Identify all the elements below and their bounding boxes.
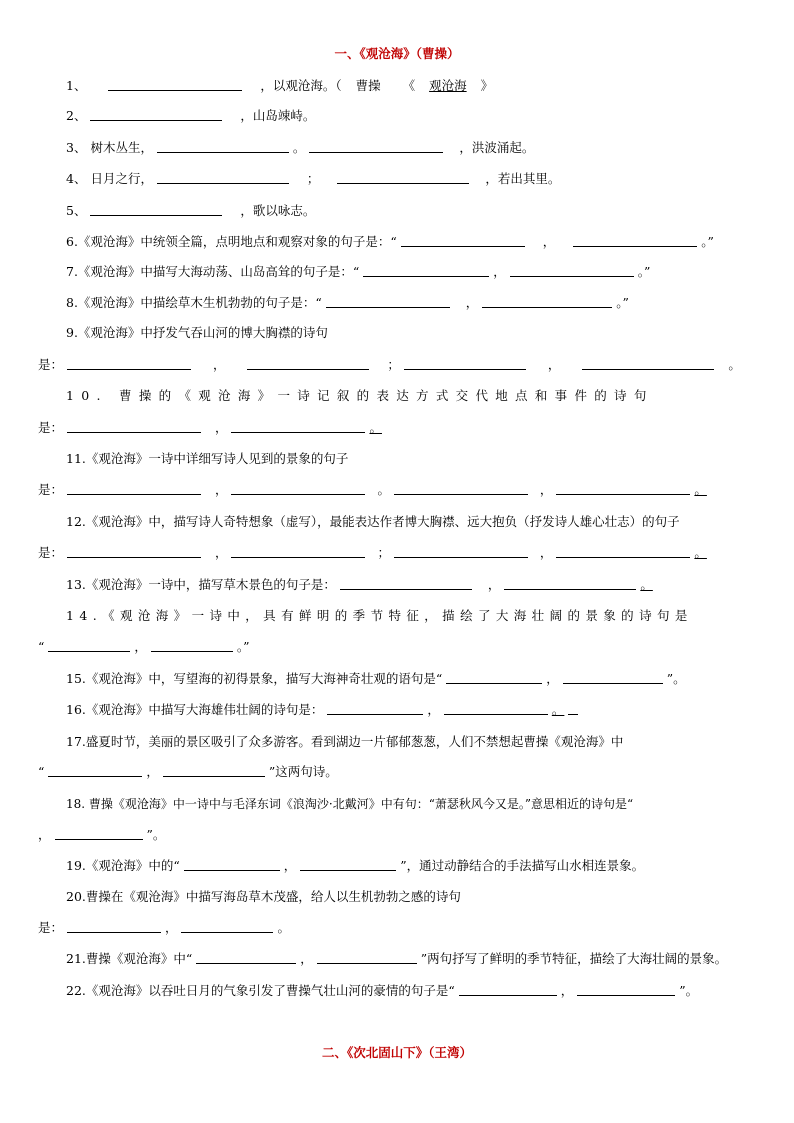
- question-16: 16.《观沧海》中描写大海雄伟壮阔的诗句是： ， 。: [38, 700, 788, 720]
- answer-blank[interactable]: [556, 481, 690, 495]
- question-14: 14.《观沧海》一诗中，具有鲜明的季节特征，描绘了大海壮阔的景象的诗句是: [66, 608, 693, 623]
- answer-blank[interactable]: [48, 638, 130, 652]
- answer-blank[interactable]: [326, 294, 450, 308]
- answer-blank[interactable]: [363, 263, 489, 277]
- question-13: 13.《观沧海》一诗中，描写草木景色的句子是： ， 。: [66, 577, 653, 592]
- question-21: 21.曹操《观沧海》中“ ， ”两句抒写了鲜明的季节特征，描绘了大海壮阔的景象。: [66, 951, 728, 966]
- answer-blank[interactable]: [317, 950, 417, 964]
- question-22: 22.《观沧海》以吞吐日月的气象引发了曹操气壮山河的豪情的句子是“ ， ”。: [66, 983, 699, 998]
- answer-blank[interactable]: [327, 701, 423, 715]
- answer-blank[interactable]: [444, 701, 548, 715]
- question-9-answer-line: 是： ， ； ， 。: [38, 357, 741, 372]
- question-4: 4、 日月之行， ； ，若出其里。: [66, 171, 561, 186]
- question-17-answer-line: “ ， ”这两句诗。: [38, 764, 338, 779]
- answer-blank[interactable]: [151, 638, 233, 652]
- answer-blank[interactable]: [231, 481, 365, 495]
- question-5: 5、 ，歌以咏志。: [66, 203, 316, 218]
- question-1: 1、 ，以观沧海。（ 曹操 《 观沧海 》: [66, 78, 494, 93]
- answer-blank[interactable]: [404, 356, 526, 370]
- answer-blank[interactable]: [446, 670, 542, 684]
- question-3: 3、 树木丛生， 。 ，洪波涌起。: [66, 140, 535, 155]
- section-2-title: 二、《次北固山下》（王湾）: [321, 1045, 472, 1060]
- question-12: 12.《观沧海》中，描写诗人奇特想象（虚写），最能表达作者博大胸襟、远大抱负（抒发诗人雄心壮志）的句子: [66, 514, 680, 529]
- question-10: 10. 曹操的《观沧海》一诗记叙的表达方式交代地点和事件的诗句: [66, 388, 654, 403]
- answer-blank[interactable]: [300, 857, 396, 871]
- answer-blank[interactable]: [309, 139, 443, 153]
- answer-blank[interactable]: [108, 77, 242, 91]
- answer-blank[interactable]: [90, 107, 222, 121]
- question-11-answer-line: 是： ， 。 ， 。: [38, 482, 707, 497]
- answer-blank[interactable]: [482, 294, 612, 308]
- answer-blank[interactable]: [196, 950, 296, 964]
- answer-blank[interactable]: [337, 170, 469, 184]
- answer-blank[interactable]: [582, 356, 714, 370]
- question-20: 20.曹操在《观沧海》中描写海岛草木茂盛，给人以生机勃勃之感的诗句: [66, 889, 461, 904]
- question-17: 17.盛夏时节，美丽的景区吸引了众多游客。看到湖边一片郁郁葱葱，人们不禁想起曹操《观沧海》中: [66, 734, 624, 749]
- question-8: 8.《观沧海》中描绘草木生机勃勃的句子是：“ ， 。”: [66, 295, 629, 310]
- question-19: 19.《观沧海》中的“ ， ”，通过动静结合的手法描写山水相连景象。: [66, 858, 645, 873]
- question-9: 9.《观沧海》中抒发气吞山河的博大胸襟的诗句: [66, 325, 328, 340]
- answer-blank[interactable]: [157, 139, 289, 153]
- question-7: 7.《观沧海》中描写大海动荡、山岛高耸的句子是：“ ， 。”: [66, 264, 651, 279]
- question-2: 2、 ，山岛竦峙。: [66, 108, 316, 123]
- answer-blank[interactable]: [48, 763, 142, 777]
- question-18: 18. 曹操《观沧海》中一诗中与毛泽东词《浪淘沙·北戴河》中有句：“萧瑟秋风今又是。”意思相近的诗句是“: [66, 797, 634, 811]
- question-20-answer-line: 是： ， 。: [38, 920, 290, 935]
- answer-blank[interactable]: [510, 263, 634, 277]
- answer-blank[interactable]: [394, 481, 528, 495]
- answer-blank[interactable]: [55, 826, 143, 840]
- answer-blank[interactable]: [573, 233, 697, 247]
- question-18-answer-line: ， ”。: [38, 827, 166, 842]
- answer-blank[interactable]: [157, 170, 289, 184]
- question-12-answer-line: 是： ， ； ， 。: [38, 545, 707, 560]
- answer-blank[interactable]: [231, 419, 365, 433]
- answer-blank[interactable]: [67, 356, 191, 370]
- answer-blank[interactable]: [340, 576, 472, 590]
- answer-blank[interactable]: [577, 982, 675, 996]
- answer-blank[interactable]: [67, 419, 201, 433]
- answer-blank[interactable]: [184, 857, 280, 871]
- answer-blank[interactable]: [504, 576, 636, 590]
- answer-blank[interactable]: [67, 544, 201, 558]
- answer-blank[interactable]: [563, 670, 663, 684]
- answer-blank[interactable]: [394, 544, 528, 558]
- question-6: 6.《观沧海》中统领全篇，点明地点和观察对象的句子是：“ ， 。”: [66, 234, 714, 249]
- section-1-title: 一、《观沧海》（曹操）: [334, 46, 460, 61]
- answer-blank[interactable]: [67, 919, 161, 933]
- answer-blank[interactable]: [556, 544, 690, 558]
- answer-blank[interactable]: [231, 544, 365, 558]
- question-14-answer-line: “ ， 。”: [38, 639, 250, 654]
- answer-blank[interactable]: [67, 481, 201, 495]
- answer-blank[interactable]: [247, 356, 369, 370]
- question-11: 11.《观沧海》一诗中详细写诗人见到的景象的句子: [66, 451, 349, 466]
- answer-blank[interactable]: [459, 982, 557, 996]
- question-10-answer-line: 是： ， 。: [38, 420, 382, 435]
- answer-blank[interactable]: [401, 233, 525, 247]
- answer-blank[interactable]: [181, 919, 273, 933]
- answer-blank[interactable]: [163, 763, 265, 777]
- answer-blank[interactable]: [90, 202, 222, 216]
- question-15: 15.《观沧海》中，写望海的初得景象，描写大海神奇壮观的语句是“ ， ”。: [66, 671, 686, 686]
